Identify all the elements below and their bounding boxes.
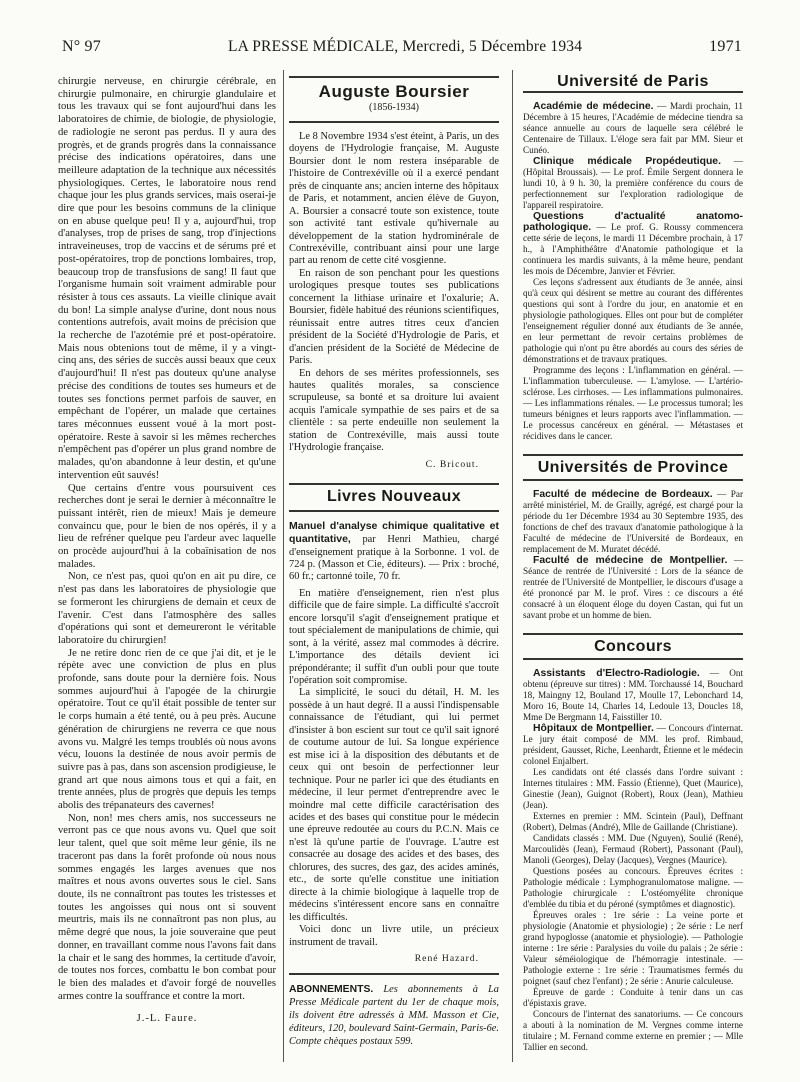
news-item: Concours de l'internat des sanatoriums. — Ce concours a abouti à la nomination de M. Vergnes comme interne titulaire ; M. Fernand comme externe en premier ; — Mlle Tallier en second. xyxy=(523,1009,743,1052)
paragraph: Que certains d'entre vous poursuivent ces recherches dont je serai le dernier à méconnaître le puissant intérêt, rien de mieux! Mais je demeure convaincu que, pour le bien de nos opérés, il y a lieu de refréner quelque peu l'ardeur avec laquelle on procède aujourd'hui à la cobaïnisation de nos malades. xyxy=(58,482,276,570)
paragraph: chirurgie nerveuse, en chirurgie cérébrale, en chirurgie pulmonaire, en chirurgie glandulaire et tous les travaux qui se font aujourd'hui dans les laboratoires de chimie, de biologie, de physiologie, de radiologie ne seront pas perdus. Il y aura des progrès, et de grands progrès dans la connaissance précise des indications opératoires, dans une meilleure adaptation de la technique aux nécessités physiologiques. Certes, le laboratoire nous rend chaque jour les plus grands services, mais oserai-je dire que pour les besoins communs de la clinique on en abuse quelque peu! Il y a, aujourd'hui, trop d'analyses, trop de prises de sang, trop d'injections intraveineuses, trop de vaccins et de sérums pré et post-opératoires, trop de ponctions lombaires, trop, beaucoup trop de transfusions de sang! Il faut que l'organisme humain soit vraiment admirable pour résister à tous ces assauts. La vieille clinique avait du bon! La simple analyse d'urine, dont nous nous contentions autrefois, avait moins de précision que la recherche de l'azotémie pré et post-opératoire. Mais nous obtenions tout de même, il y a vingt-cinq ans, des séries de succès aussi beaux que ceux d'aujourd'hui! Il n'est pas douteux qu'une analyse précise des conditions de toutes ses humeurs et de toutes ses fonctions permet parfois de sauver, en empêchant de l'opérer, un malade que certaines tares méconnues eussent voué à la mort post-opératoire. Reste à savoir si les mêmes recherches n'empêchent pas d'opérer un plus grand nombre de malades, qu'on abandonne à leur destin, et qu'une intervention eût sauvés! xyxy=(58,76,276,481)
news-item: Ces leçons s'adressent aux étudiants de 3e année, ainsi qu'à ceux qui désirent se mettre au courant des différentes questions qui sont à l'ordre du jour, en anatomie et en physiologie pathologiques. Elles ont pour but de compléter l'enseignement régulier donné aux étudiants de 3e année, en leur permettant de revoir certains problèmes de pathologie qui n'ont pu être abordés au cours des séries de démonstrations et de travaux pratiques. xyxy=(523,277,743,364)
news-item: Programme des leçons : L'inflammation en général. — L'inflammation tuberculeuse. — L'amylose. — L'artério-sclérose. Les cirrhoses. — Les inflammations pulmonaires. — Les inflammations rénales. — Le processus tumoral; les tumeurs bénignes et leurs rapports avec l'inflammation. — Le processus cancéreux en général. — Métastases et récidives dans le cancer. xyxy=(523,365,743,441)
subscription-lead: ABONNEMENTS. xyxy=(289,984,374,996)
news-lead: Assistants d'Electro-Radiologie. xyxy=(533,668,700,679)
news-item: Épreuve de garde : Conduite à tenir dans un cas d'épistaxis grave. xyxy=(523,987,743,1008)
books-section-title: Livres Nouveaux xyxy=(289,483,499,511)
news-text: — Ont obtenu (épreuve sur titres) : MM. Torchaussé 14, Bouchard 18, Maingny 12, Bouland 17, Moulle 17, Lebonchard 14, Moro 16, Boute 14, Charles 14, Ledoule 13, Doucles 18, Mme De Bergmann 14, Faisstiller 10. xyxy=(523,668,743,722)
author-signature: J.-L. Faure. xyxy=(136,1013,198,1025)
province-section-title: Universités de Province xyxy=(523,454,743,481)
paragraph: En raison de son penchant pour les questions urologiques presque toutes ses publications concernent la lithiase urinaire et l'oxalurie; A. Boursier, fidèle habitué des réunions scientifiques, réunissait entre autres titres ceux d'ancien président de la Société d'Hydrologie de Paris, et d'ancien président de la Société de Médecine de Paris. xyxy=(289,267,499,367)
news-text: — Le prof. G. Roussy commencera cette série de leçons, le mardi 11 Décembre prochain, à 17 h., à l'Amphithéâtre d'Anatomie pathologique et la continuera les mardis suivants, à la même heure, pendant les mois de Décembre, Janvier et Février. xyxy=(523,222,744,276)
column-left xyxy=(58,76,276,1026)
news-text: — Mardi prochain, 11 Décembre à 15 heures, l'Académie de médecine tiendra sa séance annuelle au cours de laquelle sera célébré le Centenaire de Tillaux. L'éloge sera fait par MM. Sieur et Cunéo. xyxy=(523,101,743,155)
obituary-signature: C. Bricout. xyxy=(425,458,479,470)
issue-number: N° 97 xyxy=(62,38,101,55)
page-number: 1971 xyxy=(709,38,742,55)
news-item xyxy=(523,489,743,555)
news-item: Épreuves orales : 1re série : La veine porte et physiologie (Anatomie et physiologie) ; 2e série : Le nerf grand hypoglosse (anatomie et physiologie). — Pathologie interne : 1re série : Paralysies du voile du palais ; 2e série : Valeur séméiologique de l'hémorragie intestinale. — Pathologie externe : 1re série : Traumatismes fermés du poignet (sauf chez l'enfant) ; 2e série : Anurie calculeuse. xyxy=(523,910,743,986)
obituary-title: Auguste Boursier xyxy=(318,82,470,101)
book-title: Manuel d'analyse chimique qualitative et quantitative, xyxy=(289,519,499,546)
news-item: Les candidats ont été classés dans l'ordre suivant : Internes titulaires : MM. Fassio (Étienne), Quet (Maurice), Ginestie (Jean), Guignot (Robert), Roux (Jean), Mathieu (Jean). xyxy=(523,767,743,810)
paragraph: Voici donc un livre utile, un précieux instrument de travail. xyxy=(289,924,499,948)
subscription-text: Les abonnements à La Presse Médicale partent du 1er de chaque mois, ils doivent être adressés à MM. Masson et Cie, éditeurs, 120, boulevard Saint-Germain, Paris-6e. Compte chèques postaux 599. xyxy=(289,984,499,1048)
paragraph: Le 8 Novembre 1934 s'est éteint, à Paris, un des doyens de l'Hydrologie française, M. Auguste Boursier dont le nom restera inséparable de l'histoire de Contrexéville où il a exercé pendant près de cinquante ans; ancien interne des hôpitaux de Paris, et notamment, ancien élève de Guyon, A. Boursier a consacré toute son existence, toute son activité tant estivale qu'hivernale au développement de la station hydrominérale de Contrexéville, contribuant ainsi pour une large part au renom de cette cité vosgienne. xyxy=(289,130,499,267)
news-lead: Hôpitaux de Montpellier. xyxy=(533,723,654,734)
paragraph: En dehors de ses mérites professionnels, ses hautes qualités morales, sa conscience scrupuleuse, sa bonté et sa droiture lui avaient acquis l'amicale sympathie de ses pairs et de sa clientèle : sa perte endeuille non seulement la station de Contrexéville, mais aussi toute l'Hydrologie française. xyxy=(289,367,499,454)
paragraph: La simplicité, le souci du détail, H. M. les possède à un haut degré. Il a aussi l'indispensable connaissance de l'étudiant, qui lui permet d'insister à bon escient sur tout ce qu'il sait ignoré de coutume autour de lui. Sa longue expérience est mise ici à la disposition des débutants et de ceux qui ont besoin de perfectionner leur technique. Pour ne parler ici que des étudiants en médecine, il leur permet d'entreprendre avec le moindre mal cette difficile caractérisation des acides et des bases qui constitue pour le médecin une épreuve redoutée au cours du P.C.N. Mais ce n'est là qu'une partie de l'ouvrage. L'autre est consacrée au dosage des acides et des bases, des chlorures, des sucres, des gaz, des acides aminés, etc., de sorte qu'elle constitue une initiation directe à la chimie biologique à laquelle trop de médecins s'intéressent encore sans en connaître les difficultés. xyxy=(289,687,499,923)
book-entry xyxy=(289,520,499,584)
page-header xyxy=(62,38,742,60)
paris-section-title: Université de Paris xyxy=(523,76,743,93)
subscription-notice xyxy=(289,973,499,1048)
news-text: — Séance de rentrée de l'Université : Lors de la séance de rentrée de l'Université de Montpellier, le discours d'usage a été prononcé par M. le prof. Vires : ce discours a été consacré à un éloquent éloge du doyen Castan, qui fut un savant probe et un homme de bien. xyxy=(523,555,744,620)
book-reference: par Henri Mathieu, chargé d'enseignement pratique à la Sorbonne. 1 vol. de 724 p. (Masson et Cie, éditeurs). — Prix : broché, 60 fr.; cartonné toile, 70 fr. xyxy=(289,534,499,583)
news-lead: Faculté de médecine de Montpellier. xyxy=(533,555,728,566)
news-text: — Concours d'internat. Le jury était composé de MM. les prof. Rimbaud, président, Gausset, Riche, Leenhardt, Étienne et le médecin colonel Enjalbert. xyxy=(523,723,743,766)
news-lead: Académie de médecine. xyxy=(533,101,654,112)
news-item xyxy=(523,101,743,156)
news-lead: Clinique médicale Propédeutique. xyxy=(533,156,721,167)
column-divider xyxy=(283,70,284,1062)
paragraph: Je ne retire donc rien de ce que j'ai dit, et je le répète avec une conviction de plus en plus profonde, sans doute pour la dernière fois. Nous sommes aujourd'hui à l'apogée de la chirurgie opératoire. Tout ce qu'il était possible de tenter sur le corps humain a été tenté, ou à peu près. Aucune génération de chirurgiens ne reverra ce que nous avons vu. Malgré les temps troublés où nous avons vécu, louons la destinée de nous avoir permis de suivre pas à pas, dans son ascension prodigieuse, le grand art que nous aimons tous et qui a fait, en trente années, plus de progrès que depuis les temps abolis des trépanateurs des cavernes! xyxy=(58,647,276,812)
paragraph: Non, non! mes chers amis, nos successeurs ne verront pas ce que nous avons vu. Quel que soit leur talent, quel que soit même leur génie, ils ne traceront pas dans la forêt profonde où nous nous sommes engagés les larges avenues que nos maîtres et nous avons ouvertes sous le ciel. Sans doute, ils ne connaîtront pas toutes les tristesses et toutes les angoisses qui nous ont si souvent meurtris, mais ils ne connaîtront pas non plus, au même degré que nous, la joie souveraine que peut donner, en travaillant comme nous l'avons fait dans la chair et le sang des hommes, la certitude d'avoir, de toutes nos forces, combattu le bon combat pour le bien des malades et d'avoir forgé de nouvelles armes contre la souffrance et contre la mort. xyxy=(58,812,276,1002)
paragraph: En matière d'enseignement, rien n'est plus difficile que de faire simple. La difficulté s'accroît encore lorsqu'il s'agit d'enseignement pratique et tout spécialement de manipulations de chimie, qui sont, à la vérité, assez mal commodes à décrire. L'importance des détails devient ici prépondérante; il suffit d'un oubli pour que toute l'opération soit compromise. xyxy=(289,587,499,687)
news-item xyxy=(523,211,743,277)
news-item xyxy=(523,668,743,723)
news-item: Candidats classés : MM. Due (Nguyen), Soulié (René), Marcoulidès (Jean), Fermaud (Robert), Passonant (Paul), Manoli (Georges), Delay (Jacques), Vergnes (Maurice). xyxy=(523,833,743,865)
news-item xyxy=(523,555,743,621)
book-review-signature: René Hazard. xyxy=(414,953,479,964)
news-lead: Questions d'actualité anatomo-pathologique. xyxy=(523,211,743,233)
news-text: — Par arrêté ministériel, M. de Grailly, agrégé, est chargé pour la période du 1er Décembre 1934 au 30 Septembre 1935, des fonctions de chef des travaux d'anatomie pathologique à la Faculté de médecine de l'Université de Bordeaux, en remplacement de M. Muratet décédé. xyxy=(523,489,743,554)
column-right xyxy=(523,73,744,1053)
news-item xyxy=(523,156,743,211)
obituary-header xyxy=(289,76,499,123)
column-divider xyxy=(512,70,513,1062)
concours-section-title: Concours xyxy=(523,633,743,660)
news-item xyxy=(523,723,743,767)
news-text: — (Hôpital Broussais). — Le prof. Émile Sergent donnera le lundi 10, à 9 h. 30, la première conférence du cours de perfectionnement sur l'exploration radiologique de l'appareil respiratoire. xyxy=(523,156,744,210)
obituary-dates: (1856-1934) xyxy=(369,102,419,114)
news-item: Questions posées au concours. Épreuves écrites : Pathologie médicale : Lymphogranulomatose maligne. — Pathologie chirurgicale : L'ostéomyélite chronique d'emblée du tibia et du péroné (symptômes et diagnostic). xyxy=(523,866,743,909)
paragraph: Non, ce n'est pas, quoi qu'on en ait pu dire, ce n'est pas dans les laboratoires de physiologie que se formeront les chirurgiens de demain et ceux de l'avenir. C'est dans l'atmosphère des salles d'opérations qui sont et demeureront le véritable laboratoire du chirurgien! xyxy=(58,571,276,646)
news-lead: Faculté de médecine de Bordeaux. xyxy=(533,489,713,500)
publication-title: LA PRESSE MÉDICALE, Mercredi, 5 Décembre 1934 xyxy=(227,38,583,55)
news-item: Externes en premier : MM. Scintein (Paul), Deffnant (Robert), Delmas (André), Mlle de Gaillande (Christiane). xyxy=(523,811,743,832)
column-middle xyxy=(289,76,499,1048)
